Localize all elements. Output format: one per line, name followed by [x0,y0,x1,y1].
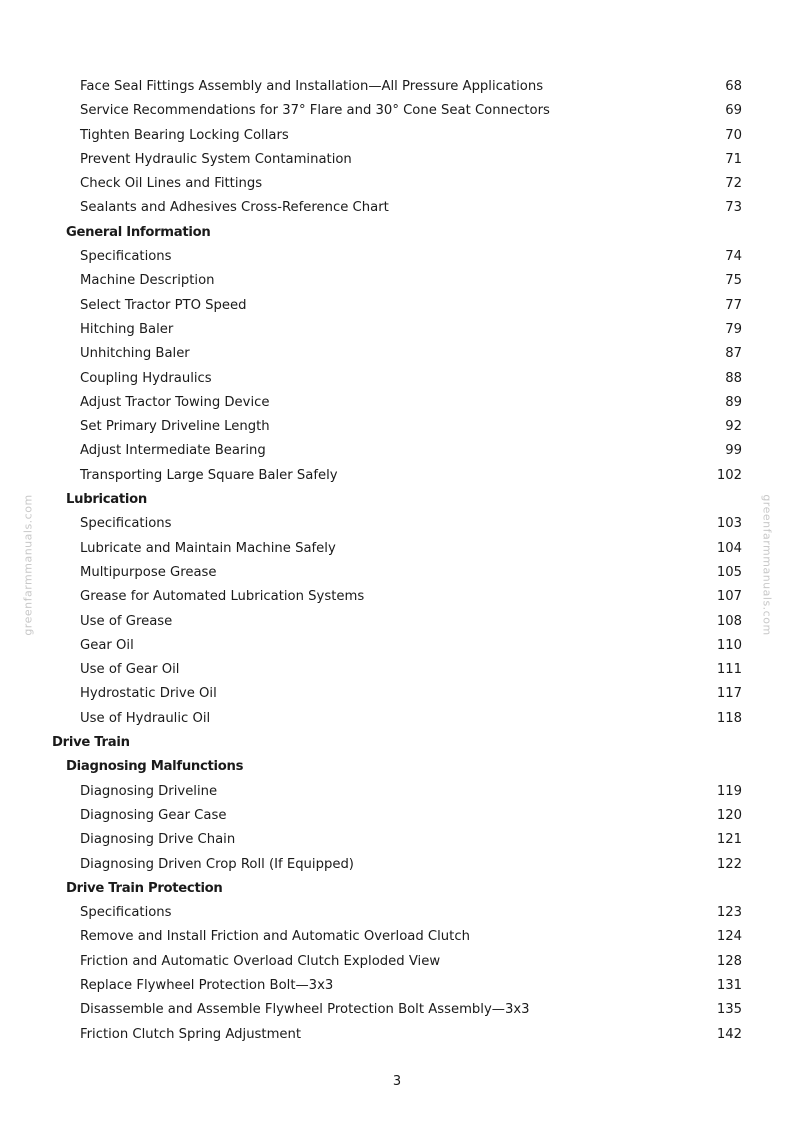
watermark-left: greenfarmmanuals.com [21,494,35,636]
toc-entry-title: Adjust Intermediate Bearing [80,443,266,459]
toc-entry-page: 120 [716,807,742,823]
toc-entry-title: Hitching Baler [80,321,174,337]
toc-entry[interactable] [0,682,794,706]
toc-entry[interactable] [0,853,794,877]
toc-entry-page: 88 [725,370,742,386]
toc-entry-title: Diagnosing Driveline [80,783,218,799]
toc-entry[interactable] [0,1023,794,1047]
toc-entry-title: Friction Clutch Spring Adjustment [80,1026,302,1042]
toc-entry-title: Remove and Install Friction and Automatic Overload Clutch [80,929,470,945]
toc-entry-page: 142 [716,1026,742,1042]
toc-entry[interactable] [0,99,794,123]
toc-entry-title: Lubrication [66,492,147,508]
toc-entry[interactable] [0,391,794,415]
toc-entry[interactable] [0,828,794,852]
toc-entry-page: 119 [716,783,742,799]
toc-entry-title: Diagnosing Gear Case [80,807,227,823]
toc-entry-page: 135 [716,1002,742,1018]
table-of-contents [0,75,794,1047]
toc-entry-title: Use of Grease [80,613,173,629]
toc-entry-title: General Information [66,224,211,240]
toc-entry[interactable] [0,148,794,172]
toc-entry[interactable] [0,950,794,974]
toc-entry-page: 128 [716,953,742,969]
toc-entry-title: Check Oil Lines and Fittings [80,176,263,192]
toc-entry-page: 108 [716,613,742,629]
toc-entry[interactable] [0,537,794,561]
toc-entry-title: Specifications [80,249,172,265]
toc-entry-page: 70 [725,127,742,143]
toc-entry-page: 72 [725,176,742,192]
toc-entry[interactable] [0,172,794,196]
toc-entry[interactable] [0,925,794,949]
toc-entry-title: Select Tractor PTO Speed [80,297,247,313]
toc-entry-page: 77 [725,297,742,313]
toc-entry-page: 107 [716,589,742,605]
toc-entry[interactable] [0,512,794,536]
toc-entry[interactable] [0,75,794,99]
toc-entry[interactable] [0,658,794,682]
toc-entry-title: Face Seal Fittings Assembly and Installation—All Pressure Applications [80,79,544,94]
toc-entry-page: 89 [725,394,742,410]
toc-entry-title: Use of Hydraulic Oil [80,710,211,726]
toc-entry-page: 92 [725,419,742,435]
toc-entry-page: 74 [725,249,742,265]
toc-entry-title: Set Primary Driveline Length [80,419,270,435]
toc-entry-title: Disassemble and Assemble Flywheel Protection Bolt Assembly—3x3 [80,1002,530,1018]
toc-heading [0,877,794,901]
toc-entry[interactable] [0,439,794,463]
toc-entry[interactable] [0,196,794,220]
toc-entry[interactable] [0,124,794,148]
toc-entry-page: 118 [716,710,742,726]
toc-entry-title: Adjust Tractor Towing Device [80,394,270,410]
toc-entry-page: 104 [716,540,742,556]
toc-entry[interactable] [0,561,794,585]
toc-entry-title: Service Recommendations for 37° Flare and 30° Cone Seat Connectors [80,103,550,119]
toc-entry[interactable] [0,342,794,366]
toc-entry-title: Transporting Large Square Baler Safely [80,467,338,483]
toc-entry-page: 102 [716,467,742,483]
toc-entry-page: 121 [716,832,742,848]
toc-entry-page: 87 [725,346,742,362]
toc-entry[interactable] [0,585,794,609]
toc-entry-page: 122 [716,856,742,872]
toc-entry-title: Sealants and Adhesives Cross-Reference Chart [80,200,389,216]
toc-entry[interactable] [0,634,794,658]
toc-entry-title: Replace Flywheel Protection Bolt—3x3 [80,977,334,993]
toc-entry[interactable] [0,901,794,925]
toc-entry[interactable] [0,610,794,634]
toc-entry-title: Multipurpose Grease [80,564,217,580]
toc-heading [0,731,794,755]
toc-entry[interactable] [0,245,794,269]
toc-heading [0,755,794,779]
toc-entry-title: Tighten Bearing Locking Collars [80,127,289,143]
toc-entry-page: 73 [725,200,742,216]
toc-entry-title: Drive Train [52,735,130,751]
toc-entry-title: Diagnosing Malfunctions [66,759,244,775]
toc-entry[interactable] [0,294,794,318]
toc-entry-title: Diagnosing Driven Crop Roll (If Equipped) [80,856,354,872]
toc-entry-page: 71 [725,151,742,167]
toc-entry-page: 111 [716,662,742,678]
toc-entry-page: 123 [716,905,742,921]
toc-entry-title: Diagnosing Drive Chain [80,832,236,848]
toc-entry-title: Machine Description [80,273,215,289]
toc-entry[interactable] [0,974,794,998]
toc-entry[interactable] [0,998,794,1022]
toc-heading [0,488,794,512]
toc-entry[interactable] [0,780,794,804]
toc-entry-title: Lubricate and Maintain Machine Safely [80,540,336,556]
toc-entry[interactable] [0,318,794,342]
toc-entry-title: Specifications [80,516,172,532]
toc-entry[interactable] [0,269,794,293]
toc-entry-title: Prevent Hydraulic System Contamination [80,151,352,167]
toc-entry-title: Drive Train Protection [66,880,223,896]
toc-entry[interactable] [0,367,794,391]
toc-entry[interactable] [0,464,794,488]
toc-entry-page: 99 [725,443,742,459]
toc-entry-page: 69 [725,103,742,119]
toc-heading [0,221,794,245]
toc-entry-title: Unhitching Baler [80,346,190,362]
toc-entry-title: Grease for Automated Lubrication Systems [80,589,365,605]
toc-entry-page: 110 [716,637,742,653]
toc-entry-title: Coupling Hydraulics [80,370,212,386]
toc-entry-page: 68 [725,79,742,94]
toc-entry-title: Hydrostatic Drive Oil [80,686,217,702]
toc-entry-page: 105 [716,564,742,580]
toc-entry-page: 103 [716,516,742,532]
toc-entry[interactable] [0,415,794,439]
toc-entry[interactable] [0,804,794,828]
toc-entry-title: Friction and Automatic Overload Clutch Exploded View [80,953,441,969]
toc-entry-page: 131 [716,977,742,993]
watermark-right: greenfarmmanuals.com [760,494,774,636]
toc-entry-page: 79 [725,321,742,337]
page-number: 3 [392,1074,402,1089]
toc-entry-page: 75 [725,273,742,289]
toc-entry[interactable] [0,707,794,731]
toc-entry-title: Specifications [80,905,172,921]
toc-entry-title: Use of Gear Oil [80,662,180,678]
toc-entry-page: 124 [716,929,742,945]
toc-entry-title: Gear Oil [80,637,134,653]
toc-entry-page: 117 [716,686,742,702]
